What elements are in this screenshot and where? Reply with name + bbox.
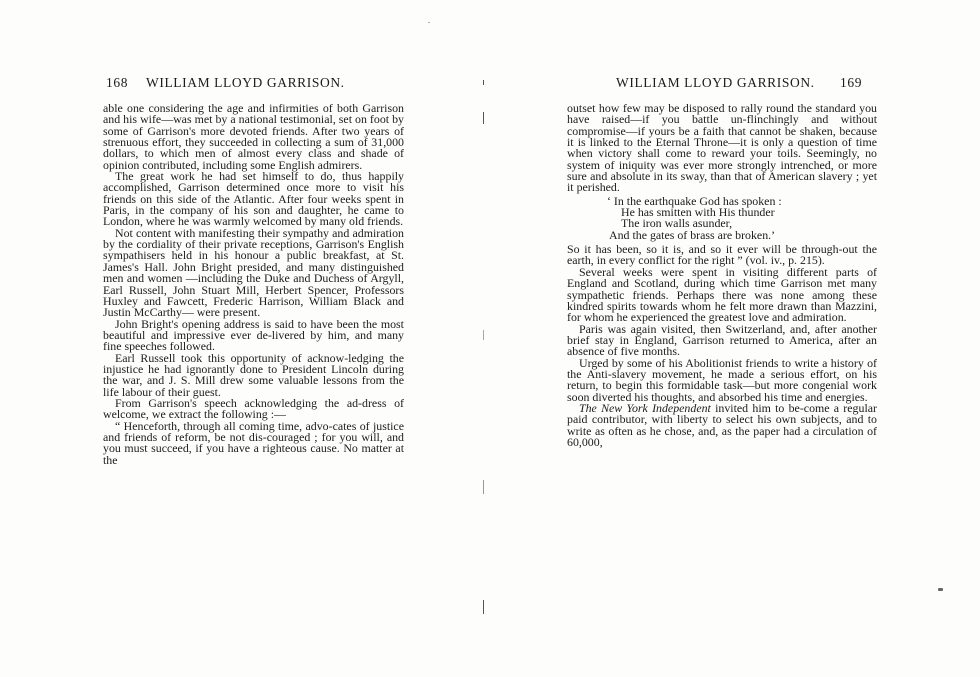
left-paragraph-1: able one considering the age and infirmities of both Garrison and his wife—was met by a national testimonial, set on foot by some of Garrison's more devoted friends. After two years of strenuous effort, they succeeded in collecting a sum of 31,000 dollars, to which men of almost every class and shade of opinion contributed, including some English admirers. bbox=[103, 101, 404, 172]
left-paragraph-3: Not content with manifesting their sympathy and admiration by the cordiality of their private receptions, Garrison's English sympathisers held in his honour a public breakfast, at St. James's Hall. John Bright presided, and many distinguished men and women —including the Duke and Duchess of Argyll, Earl Russell, John Stuart Mill, Herbert Spencer, Professors Huxley and Fawcett, Frederic Harrison, William Black and Justin McCarthy— were present. bbox=[103, 225, 404, 320]
right-body-text bbox=[567, 103, 877, 448]
left-paragraph-4: John Bright's opening address is said to have been the most beautiful and impressive ever de-livered by him, and many fine speeches followed. bbox=[103, 316, 404, 354]
right-page-number: 169 bbox=[840, 75, 863, 90]
right-page bbox=[490, 0, 980, 677]
gutter-mark bbox=[483, 480, 484, 494]
gutter-mark bbox=[483, 112, 484, 124]
gutter-mark bbox=[483, 80, 484, 85]
right-paragraph-4: Paris was again visited, then Switzerland, and, after another brief stay in England, Garrison returned to America, after an absence of five months. bbox=[567, 321, 877, 359]
poem-line: He has smitten with His thunder bbox=[621, 205, 775, 220]
left-body-text bbox=[103, 103, 404, 466]
scan-speck bbox=[938, 588, 943, 591]
left-running-title: WILLIAM LLOYD GARRISON. bbox=[146, 75, 345, 90]
right-paragraph-5: Urged by some of his Abolitionist friends to write a history of the Anti-slavery movement, he made a serious effort, on his return, to begin this formidable task—but more congenial work soon diverted his thoughts, and absorbed his time and energies. bbox=[567, 355, 877, 404]
gutter-mark bbox=[483, 330, 484, 340]
scan-speck bbox=[428, 22, 430, 23]
right-paragraph-1: outset how few may be disposed to rally round the standard you have raised—if you battle un-flinchingly and without compromise—if yours be a faith that cannot be shaken, because it is linked to the Eternal Throne—it is only a question of time when victory shall come to reward your toils. Seemingly, no system of iniquity was ever more strongly intrenched, or more sure and absolute in its sway, than that of American slavery ; yet it perished. bbox=[567, 101, 877, 195]
gutter-mark bbox=[483, 600, 484, 614]
newspaper-title: The New York Independent bbox=[579, 400, 711, 415]
poem-line: The iron walls asunder, bbox=[621, 216, 733, 231]
poem-line: And the gates of brass are broken.’ bbox=[609, 227, 776, 242]
left-paragraph-7: “ Henceforth, through all coming time, advo-cates of justice and friends of reform, be not dis-couraged ; for you will, and you must succeed, if you have a righteous cause. No matter at the bbox=[103, 418, 404, 467]
right-running-title: WILLIAM LLOYD GARRISON. bbox=[616, 75, 815, 90]
left-paragraph-5: Earl Russell took this opportunity of acknow-ledging the injustice he had ignorantly done to President Lincoln during the war, and J. S. Mill drew some valuable lessons from the life labour of their guest. bbox=[103, 350, 404, 399]
right-paragraph-6 bbox=[567, 400, 877, 449]
left-paragraph-6: From Garrison's speech acknowledging the ad-dress of welcome, we extract the following :— bbox=[103, 395, 404, 422]
poem-line: ‘ In the earthquake God has spoken : bbox=[607, 193, 782, 208]
left-page-number: 168 bbox=[106, 75, 129, 90]
right-paragraph-3: Several weeks were spent in visiting different parts of England and Scotland, during which time Garrison met many sympathetic friends. Perhaps there was none among these kindred spirits towards whom he felt more drawn than Mazzini, for whom he experienced the greatest love and admiration. bbox=[567, 264, 877, 325]
left-paragraph-2: The great work he had set himself to do, thus happily accomplished, Garrison determined once more to visit his friends on this side of the Atlantic. After four weeks spent in Paris, in the company of his son and daughter, he came to London, where he was warmly welcomed by many old friends. bbox=[103, 169, 404, 229]
poem-quotation bbox=[567, 193, 877, 242]
right-paragraph-2: So it has been, so it is, and so it ever will be through-out the earth, in every conflict for the right ” (vol. iv., p. 215). bbox=[567, 242, 877, 268]
right-paragraph-6-text: invited him to be-come a regular paid contributor, with liberty to select his own subjects, and to write as often as he chose, and, as the paper had a circulation of 60,000, bbox=[567, 400, 877, 449]
